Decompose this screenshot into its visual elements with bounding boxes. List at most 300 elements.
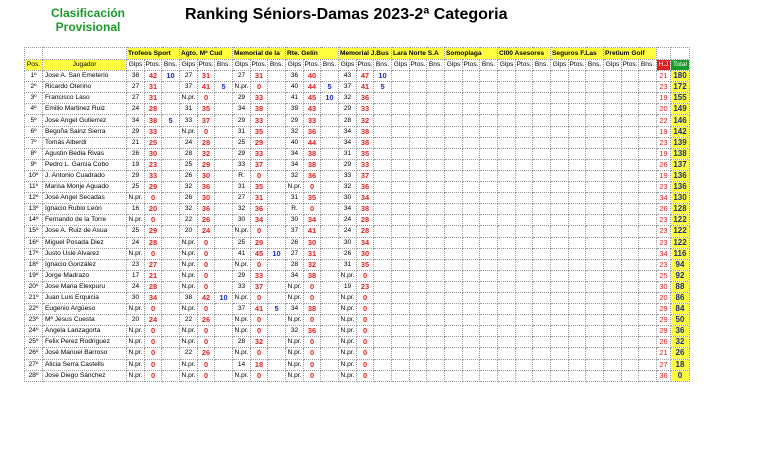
bonus-cell xyxy=(215,137,233,148)
empty-cell xyxy=(427,304,445,315)
position-cell: 10º xyxy=(25,170,43,181)
points-cell: 35 xyxy=(357,148,374,159)
player-name-cell: Francisco Laso xyxy=(43,93,127,104)
empty-cell xyxy=(586,137,604,148)
points-cell: 0 xyxy=(198,237,215,248)
gross-score-cell: 31 xyxy=(233,182,251,193)
empty-cell xyxy=(622,248,639,259)
total-cell: 149 xyxy=(671,104,690,115)
total-cell: 139 xyxy=(671,137,690,148)
points-cell: 42 xyxy=(198,292,215,303)
empty-cell xyxy=(622,359,639,370)
empty-cell xyxy=(586,237,604,248)
table-row xyxy=(25,215,690,226)
empty-cell xyxy=(551,370,569,381)
bonus-cell xyxy=(268,281,286,292)
empty-cell xyxy=(604,359,622,370)
table-row xyxy=(25,248,690,259)
empty-cell xyxy=(410,270,427,281)
empty-cell xyxy=(516,259,533,270)
empty-cell xyxy=(533,337,551,348)
points-cell: 26 xyxy=(198,348,215,359)
total-cell: 36 xyxy=(671,326,690,337)
empty-cell xyxy=(463,259,480,270)
empty-cell xyxy=(639,281,657,292)
handicap-cell: 20 xyxy=(657,292,671,303)
position-cell: 16º xyxy=(25,237,43,248)
empty-cell xyxy=(622,326,639,337)
points-cell: 36 xyxy=(304,326,321,337)
bonus-cell xyxy=(374,326,392,337)
empty-cell xyxy=(410,326,427,337)
empty-cell xyxy=(533,182,551,193)
empty-cell xyxy=(533,148,551,159)
bonus-cell xyxy=(162,237,180,248)
empty-cell xyxy=(498,93,516,104)
points-cell: 34 xyxy=(145,292,162,303)
empty-cell xyxy=(427,270,445,281)
empty-cell xyxy=(622,115,639,126)
empty-cell xyxy=(480,204,498,215)
points-cell: 24 xyxy=(145,315,162,326)
empty-cell xyxy=(410,237,427,248)
table-row xyxy=(25,259,690,270)
gross-score-cell: 20 xyxy=(180,226,198,237)
empty-cell xyxy=(463,281,480,292)
bonus-cell xyxy=(321,348,339,359)
gross-score-cell: 32 xyxy=(286,326,304,337)
position-cell: 11º xyxy=(25,182,43,193)
gross-score-cell: 43 xyxy=(339,71,357,82)
empty-cell xyxy=(586,315,604,326)
bonus-cell xyxy=(321,170,339,181)
empty-cell xyxy=(622,315,639,326)
empty-cell xyxy=(410,170,427,181)
gross-score-cell: 37 xyxy=(233,304,251,315)
empty-cell xyxy=(622,104,639,115)
total-cell: 92 xyxy=(671,270,690,281)
gross-score-cell: N.pr. xyxy=(127,359,145,370)
gross-score-cell: 27 xyxy=(233,193,251,204)
points-cell: 0 xyxy=(304,359,321,370)
empty-cell xyxy=(639,315,657,326)
points-cell: 26 xyxy=(198,215,215,226)
total-cell: 122 xyxy=(671,226,690,237)
gross-score-cell: 30 xyxy=(127,292,145,303)
empty-cell xyxy=(639,93,657,104)
bonus-cell xyxy=(374,204,392,215)
empty-cell xyxy=(463,304,480,315)
bonus-cell xyxy=(215,204,233,215)
empty-cell xyxy=(480,193,498,204)
empty-cell xyxy=(427,93,445,104)
bonus-cell xyxy=(162,226,180,237)
gross-score-cell: 34 xyxy=(339,204,357,215)
ptos-header: Ptos. xyxy=(357,60,374,71)
empty-cell xyxy=(622,148,639,159)
points-cell: 0 xyxy=(145,359,162,370)
points-cell: 0 xyxy=(304,182,321,193)
empty-cell xyxy=(551,126,569,137)
gross-score-cell: N.pr. xyxy=(233,326,251,337)
player-name-cell: Jose A. Ruiz de Asua xyxy=(43,226,127,237)
glps-header: Glps xyxy=(392,60,410,71)
total-cell: 84 xyxy=(671,304,690,315)
empty-cell xyxy=(533,137,551,148)
gross-score-cell: 39 xyxy=(286,104,304,115)
empty-cell xyxy=(480,71,498,82)
empty-cell xyxy=(445,215,463,226)
empty-cell xyxy=(410,126,427,137)
empty-cell xyxy=(604,104,622,115)
empty-cell xyxy=(463,182,480,193)
player-name-cell: Begoña Sainz Sierra xyxy=(43,126,127,137)
empty-cell xyxy=(586,226,604,237)
empty-cell xyxy=(463,215,480,226)
points-cell: 35 xyxy=(251,126,268,137)
points-cell: 0 xyxy=(251,370,268,381)
empty-cell xyxy=(445,337,463,348)
bns-header: Bns. xyxy=(215,60,233,71)
empty-cell xyxy=(551,315,569,326)
empty-cell xyxy=(639,359,657,370)
empty-cell xyxy=(516,115,533,126)
empty-cell xyxy=(516,71,533,82)
total-cell: 136 xyxy=(671,182,690,193)
empty-cell xyxy=(516,237,533,248)
points-cell: 38 xyxy=(304,159,321,170)
gross-score-cell: 25 xyxy=(180,159,198,170)
empty-cell xyxy=(392,82,410,93)
bonus-cell xyxy=(215,115,233,126)
bonus-cell xyxy=(268,370,286,381)
bns-header: Bns. xyxy=(427,60,445,71)
points-cell: 0 xyxy=(357,304,374,315)
gross-score-cell: 32 xyxy=(180,204,198,215)
gross-score-cell: N.pr. xyxy=(127,304,145,315)
gross-score-cell: N.pr. xyxy=(180,281,198,292)
bonus-cell xyxy=(162,170,180,181)
total-cell: 122 xyxy=(671,215,690,226)
bonus-cell xyxy=(374,281,392,292)
gross-score-cell: 29 xyxy=(233,115,251,126)
bonus-cell xyxy=(215,93,233,104)
empty-cell xyxy=(551,292,569,303)
bonus-cell xyxy=(215,337,233,348)
empty-cell xyxy=(463,348,480,359)
empty-cell xyxy=(569,148,586,159)
empty-cell xyxy=(498,71,516,82)
points-cell: 34 xyxy=(357,237,374,248)
points-cell: 29 xyxy=(251,237,268,248)
bonus-cell xyxy=(268,348,286,359)
gross-score-cell: 29 xyxy=(286,115,304,126)
points-cell: 35 xyxy=(357,259,374,270)
player-name-cell: Marisa Monje Aguado xyxy=(43,182,127,193)
position-cell: 2º xyxy=(25,82,43,93)
empty-cell xyxy=(480,259,498,270)
position-cell: 19º xyxy=(25,270,43,281)
points-cell: 20 xyxy=(145,204,162,215)
player-name-cell: Jorge Madrazo xyxy=(43,270,127,281)
points-cell: 35 xyxy=(198,104,215,115)
empty-cell xyxy=(392,115,410,126)
gross-score-cell: 34 xyxy=(339,137,357,148)
position-cell: 23º xyxy=(25,315,43,326)
empty-cell xyxy=(639,215,657,226)
empty-cell xyxy=(533,71,551,82)
empty-cell xyxy=(480,248,498,259)
bonus-cell: 5 xyxy=(321,82,339,93)
points-cell: 33 xyxy=(357,104,374,115)
gross-score-cell: N.pr. xyxy=(339,370,357,381)
empty-cell xyxy=(533,326,551,337)
gross-score-cell: 30 xyxy=(339,237,357,248)
gross-score-cell: N.pr. xyxy=(180,359,198,370)
gross-score-cell: 32 xyxy=(339,182,357,193)
empty-cell xyxy=(533,226,551,237)
handicap-cell: 19 xyxy=(657,148,671,159)
empty-cell xyxy=(551,93,569,104)
points-cell: 32 xyxy=(251,337,268,348)
empty-cell xyxy=(463,326,480,337)
points-cell: 24 xyxy=(198,226,215,237)
bonus-cell xyxy=(268,148,286,159)
empty-cell xyxy=(622,159,639,170)
bonus-cell xyxy=(215,71,233,82)
points-cell: 0 xyxy=(251,348,268,359)
points-cell: 38 xyxy=(145,115,162,126)
gross-score-cell: N.pr. xyxy=(180,370,198,381)
empty-cell xyxy=(622,82,639,93)
points-cell: 0 xyxy=(198,270,215,281)
points-cell: 0 xyxy=(304,370,321,381)
glps-header: Glps xyxy=(604,60,622,71)
empty-cell xyxy=(410,82,427,93)
bonus-cell xyxy=(268,270,286,281)
bonus-cell xyxy=(321,115,339,126)
empty-cell xyxy=(498,259,516,270)
table-row xyxy=(25,270,690,281)
position-cell: 4º xyxy=(25,104,43,115)
empty-cell xyxy=(480,93,498,104)
empty-cell xyxy=(533,193,551,204)
empty-cell xyxy=(622,126,639,137)
empty-cell xyxy=(463,337,480,348)
position-cell: 3º xyxy=(25,93,43,104)
gross-score-cell: 24 xyxy=(180,137,198,148)
gross-score-cell: 37 xyxy=(286,226,304,237)
points-cell: 0 xyxy=(198,304,215,315)
gross-score-cell: 30 xyxy=(233,215,251,226)
empty-cell xyxy=(427,193,445,204)
empty-cell xyxy=(569,248,586,259)
handicap-cell: 21 xyxy=(657,348,671,359)
bonus-cell xyxy=(215,182,233,193)
empty-cell xyxy=(516,304,533,315)
empty-cell xyxy=(516,281,533,292)
gross-score-cell: 31 xyxy=(339,259,357,270)
empty-cell xyxy=(551,104,569,115)
empty-cell xyxy=(392,315,410,326)
empty-cell xyxy=(445,148,463,159)
points-cell: 34 xyxy=(251,215,268,226)
gross-score-cell: 22 xyxy=(180,215,198,226)
player-name-cell: J. Antonio Cuadrado xyxy=(43,170,127,181)
empty-cell xyxy=(463,148,480,159)
bonus-cell xyxy=(321,359,339,370)
gross-score-cell: N.pr. xyxy=(286,370,304,381)
points-cell: 36 xyxy=(198,204,215,215)
position-cell: 17º xyxy=(25,248,43,259)
total-cell: 88 xyxy=(671,281,690,292)
empty-cell xyxy=(569,326,586,337)
points-cell: 0 xyxy=(251,259,268,270)
empty-cell xyxy=(445,359,463,370)
empty-cell xyxy=(498,337,516,348)
table-row xyxy=(25,204,690,215)
gross-score-cell: N.pr. xyxy=(339,326,357,337)
gross-score-cell: N.pr. xyxy=(339,348,357,359)
empty-cell xyxy=(392,370,410,381)
position-cell: 24º xyxy=(25,326,43,337)
position-cell: 6º xyxy=(25,126,43,137)
empty-cell xyxy=(639,193,657,204)
gross-score-cell: N.pr. xyxy=(180,270,198,281)
bonus-cell xyxy=(321,104,339,115)
tournament-header: Memorial de la xyxy=(233,48,286,60)
empty-cell xyxy=(604,204,622,215)
empty-cell xyxy=(516,204,533,215)
points-cell: 33 xyxy=(145,126,162,137)
total-header: Total xyxy=(671,60,690,71)
total-cell: 26 xyxy=(671,348,690,359)
empty-cell xyxy=(392,337,410,348)
bonus-cell: 10 xyxy=(374,71,392,82)
empty-cell xyxy=(569,126,586,137)
empty-cell xyxy=(480,159,498,170)
empty-cell xyxy=(569,170,586,181)
points-cell: 0 xyxy=(357,326,374,337)
points-cell: 38 xyxy=(357,137,374,148)
ptos-header: Ptos. xyxy=(198,60,215,71)
bonus-cell xyxy=(268,359,286,370)
empty-cell xyxy=(498,359,516,370)
empty-cell xyxy=(586,326,604,337)
bonus-cell xyxy=(374,359,392,370)
empty-cell xyxy=(410,137,427,148)
empty-cell xyxy=(586,115,604,126)
table-row xyxy=(25,370,690,381)
bonus-cell xyxy=(374,93,392,104)
gross-score-cell: 34 xyxy=(286,270,304,281)
empty-cell xyxy=(551,115,569,126)
points-cell: 35 xyxy=(304,193,321,204)
empty-cell xyxy=(498,326,516,337)
title-left-line2: Provisional xyxy=(55,20,121,34)
bonus-cell xyxy=(215,148,233,159)
bonus-cell xyxy=(268,170,286,181)
empty-cell xyxy=(463,104,480,115)
bonus-cell xyxy=(268,215,286,226)
empty-cell xyxy=(480,82,498,93)
bonus-cell xyxy=(215,370,233,381)
bonus-cell xyxy=(321,326,339,337)
player-name-cell: Mª Jesus Cuesta xyxy=(43,315,127,326)
empty-cell xyxy=(445,248,463,259)
empty-cell xyxy=(480,182,498,193)
bonus-cell xyxy=(215,315,233,326)
gross-score-cell: N.pr. xyxy=(233,82,251,93)
player-name-cell: Juan Luis Erquicia xyxy=(43,292,127,303)
empty-cell xyxy=(392,104,410,115)
empty-cell xyxy=(410,348,427,359)
total-cell: 94 xyxy=(671,259,690,270)
empty-cell xyxy=(480,115,498,126)
handicap-cell: 20 xyxy=(657,104,671,115)
table-row xyxy=(25,159,690,170)
empty-cell xyxy=(551,259,569,270)
empty-cell xyxy=(639,304,657,315)
gross-score-cell: 38 xyxy=(127,71,145,82)
empty-cell xyxy=(569,104,586,115)
player-name-cell: Justo Usle Alvarez xyxy=(43,248,127,259)
empty-cell xyxy=(427,137,445,148)
points-cell: 0 xyxy=(251,170,268,181)
empty-cell xyxy=(410,370,427,381)
empty-cell xyxy=(410,148,427,159)
empty-cell xyxy=(463,170,480,181)
empty-cell xyxy=(516,226,533,237)
points-cell: 0 xyxy=(198,259,215,270)
empty-cell xyxy=(604,137,622,148)
empty-cell xyxy=(516,82,533,93)
bonus-cell xyxy=(321,148,339,159)
points-cell: 0 xyxy=(198,281,215,292)
points-cell: 36 xyxy=(251,204,268,215)
empty-cell xyxy=(586,148,604,159)
bonus-cell xyxy=(162,281,180,292)
table-row xyxy=(25,104,690,115)
points-cell: 47 xyxy=(357,71,374,82)
points-cell: 28 xyxy=(145,104,162,115)
player-name-cell: Miguel Posada Diez xyxy=(43,237,127,248)
empty-cell xyxy=(604,115,622,126)
glps-header: Glps xyxy=(339,60,357,71)
empty-cell xyxy=(498,204,516,215)
points-cell: 38 xyxy=(304,270,321,281)
gross-score-cell: N.pr. xyxy=(339,359,357,370)
table-row xyxy=(25,281,690,292)
bonus-cell xyxy=(374,337,392,348)
empty-cell xyxy=(639,348,657,359)
bns-header: Bns. xyxy=(321,60,339,71)
handicap-cell: 29 xyxy=(657,304,671,315)
points-cell: 31 xyxy=(145,82,162,93)
gross-score-cell: 38 xyxy=(180,292,198,303)
bonus-cell xyxy=(374,259,392,270)
empty-cell xyxy=(622,348,639,359)
empty-cell xyxy=(463,82,480,93)
points-cell: 36 xyxy=(357,93,374,104)
bonus-cell: 5 xyxy=(215,82,233,93)
empty-cell xyxy=(639,292,657,303)
player-name-cell: Ignacio Rubio León xyxy=(43,204,127,215)
empty-cell xyxy=(622,193,639,204)
handicap-cell: 23 xyxy=(657,137,671,148)
gross-score-cell: 27 xyxy=(180,71,198,82)
bonus-cell xyxy=(268,326,286,337)
